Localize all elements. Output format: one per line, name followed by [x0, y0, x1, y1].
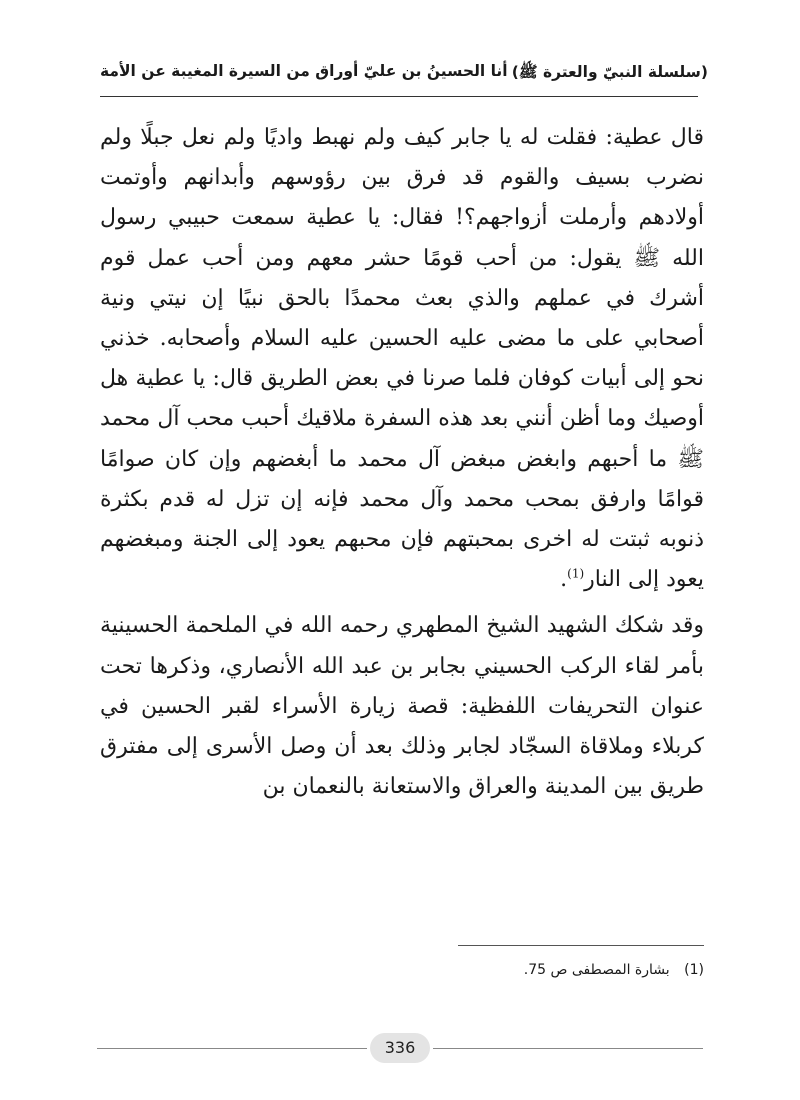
page-number-line-right [433, 1048, 703, 1049]
book-title: أنا الحسينُ بن عليّ أوراق من السيرة المغيبة عن الأمة [100, 62, 508, 80]
footnote-number: (1) [684, 962, 704, 978]
paragraph-1-text: قال عطية: فقلت له يا جابر كيف ولم نهبط واديًا ولم نعل جبلًا ولم نضرب بسيف والقوم قد فرق بين رؤوسهم وأبدانهم وأوتمت أولادهم وأرملت أزواجهم؟! فقال: يا عطية سمعت حبيبي رسول الله ﷺ يقول: من أحب قومًا حشر معهم ومن أحب عمل قوم أشرك في عملهم والذي بعث محمدًا بالحق نبيًا إن نيتي ونية أصحابي على ما مضى عليه الحسين عليه السلام وأصحابه. خذني نحو إلى أبيات كوفان فلما صرنا في بعض الطريق قال: يا عطية هل أوصيك وما أظن أنني بعد هذه السفرة ملاقيك أحبب محب آل محمد ﷺ ما أحبهم وابغض مبغض آل محمد ما أبغضهم وإن كان صوامًا قوامًا وارفق بمحب محمد وآل محمد فإنه إن تزل له قدم بكثرة ذنوبه ثبتت له اخرى بمحبتهم فإن محبهم يعود إلى الجنة ومبغضهم يعود إلى النار [100, 125, 704, 593]
paragraph-1-end: . [560, 567, 568, 593]
main-text [100, 118, 704, 807]
footnote [524, 962, 704, 978]
footnote-reference[interactable]: (1) [567, 566, 585, 581]
page-number-line-left [97, 1048, 367, 1049]
page-number: 336 [370, 1033, 430, 1063]
header-divider [100, 96, 698, 97]
paragraph-1 [100, 118, 704, 600]
page-header [0, 0, 800, 100]
footnote-divider [458, 945, 704, 946]
paragraph-2: وقد شكك الشهيد الشيخ المطهري رحمه الله في الملحمة الحسينية بأمر لقاء الركب الحسيني بجابر بن عبد الله الأنصاري، وذكرها تحت عنوان التحريفات اللفظية: قصة زيارة الأسراء لقبر الحسين في كربلاء وملاقاة السجّاد لجابر وذلك بعد أن وصل الأسرى إلى مفترق طريق بين المدينة والعراق والاستعانة بالنعمان بن [100, 613, 704, 800]
footnote-text: بشارة المصطفى ص 75. [523, 962, 670, 978]
series-title: (سلسلة النبيّ والعترة ﷺ) [511, 63, 708, 81]
